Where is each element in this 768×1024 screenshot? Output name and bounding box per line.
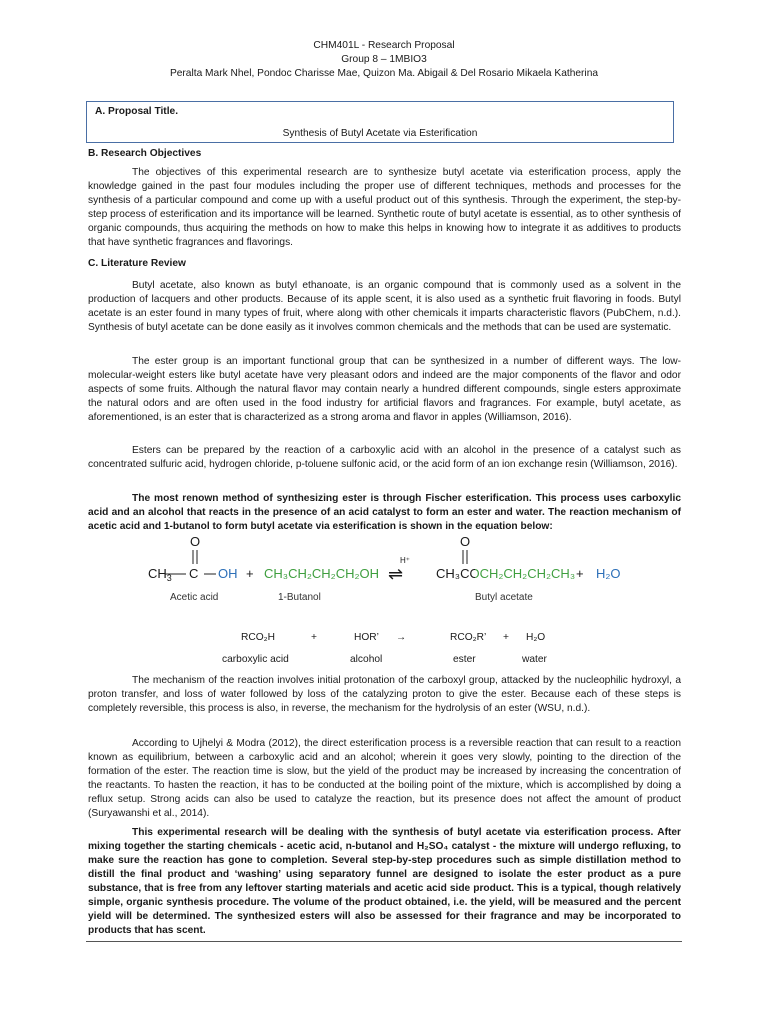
footer-divider (86, 941, 682, 942)
review-paragraph-7 (88, 826, 681, 938)
label-alcohol: alcohol (350, 654, 383, 665)
review-paragraph-5: The mechanism of the reaction involves initial protonation of the carboxyl group, attacked by the nucleophilic hydroxyl, a proton transfer, and loss of water followed by loss of the catalyzing proton to give the ester. Because each of these steps is completely reversible, this process is also, in reverse, the mechanism for the hydrolysis of an ester (WSU, n.d.). (88, 675, 681, 714)
butyl-acetate-formula (436, 566, 575, 581)
equation-plus-2: + (503, 632, 509, 643)
review-paragraph-1: Butyl acetate, also known as butyl ethanoate, is an organic compound that is commonly used as a solvent in the production of lacquers and other products. Because of its apple scent, it is also used as a synthetic fruit flavoring in foods. Butyl acetate is an ester found in many types of fruit, where along with other chemicals it imparts characteristic flavors (PubChem, n.d.). Synthesis of butyl acetate can be done easily as it involves common chemicals and the methods that can be used are systematic. (88, 280, 681, 333)
plus-sign-2: + (576, 566, 584, 581)
butyl-acetate-caption: Butyl acetate (475, 592, 533, 603)
label-ester: ester (453, 654, 476, 665)
water-formula: H₂O (596, 566, 621, 581)
acid-catalyst: H⁺ (400, 556, 410, 565)
review-paragraph-6: According to Ujhelyi & Modra (2012), the direct esterification process is a reversible reaction that can result to a reaction known as equilibrium, between a carboxylic acid and an alcohol; wherein it goes very slowly, pointing to the direction of the formation of the ester. The reaction time is slow, but the yield of the product may be increased by increasing the concentration of the reactants. To hasten the reaction, it has to be conducted at the boiling point of the mixture, which is accomplished by doing a reflux setup. Strong acids can also be used to catalyze the reaction, but its presence does not affect the amount of product (Suryawanshi et al., 2014). (88, 738, 681, 819)
equation-water: H₂O (526, 632, 546, 643)
esterification-reaction-diagram (118, 534, 658, 608)
methyl-subscript: 3 (166, 573, 172, 583)
review-paragraph-2: The ester group is an important functional group that can be synthesized in a number of different ways. The low-molecular-weight esters like butyl acetate have very pleasant odors and indeed are the major components of the flavor and odor aspects of some fruits. Although the natural flavor may contain nearly a hundred different compounds, single esters approximate the natural odors and are often used in the food industry for artificial flavors and fragrances. For example, butyl acetate, as aforementioned, is an ester that is characterized as a strong aroma and flavor in apples (Williamson, 2016). (88, 356, 681, 423)
methyl-group (148, 566, 172, 583)
proposal-title: Synthesis of Butyl Acetate via Esterification (282, 128, 478, 139)
acetic-acid-caption: Acetic acid (170, 592, 219, 603)
equilibrium-arrow: ⇌ (388, 564, 404, 584)
equation-acid: RCO₂H (241, 632, 275, 643)
carbonyl-oxygen-2: O (460, 534, 471, 549)
proposal-title-box (86, 101, 674, 143)
review-paragraph-4 (88, 492, 681, 534)
label-water: water (522, 654, 547, 665)
review-paragraph-4-text: The most renown method of synthesizing ester is through Fischer esterification. This process uses carboxylic acid and an alcohol that reacts in the presence of an acid catalyst to form an ester and water. The reaction mechanism of acetic acid and 1-butanol to form butyl acetate via esterification is shown in the equation below: (88, 493, 681, 532)
equation-alcohol: HOR’ (354, 632, 379, 643)
methyl-ch: CH (148, 566, 167, 581)
review-paragraph-3: Esters can be prepared by the reaction of a carboxylic acid with an alcohol in the presence of a catalyst such as concentrated sulfuric acid, hydrogen chloride, p-toluene sulfonic acid, or the acid form of an ion exchange resin (Williamson, 2016). (88, 445, 681, 470)
butanol-formula: CH₃CH₂CH₂CH₂OH (264, 566, 380, 581)
plus-sign-1: + (246, 566, 254, 581)
document-header (0, 39, 768, 81)
equation-ester: RCO₂R’ (450, 632, 487, 643)
butanol-caption: 1-Butanol (278, 592, 321, 603)
butyl-acetate-formula-text: CH₃COCH₂CH₂CH₂CH₃ (436, 566, 576, 581)
label-carboxylic-acid: carboxylic acid (222, 654, 289, 665)
course-title: CHM401L - Research Proposal (313, 40, 455, 51)
proposal-title-label: A. Proposal Title. (95, 106, 179, 117)
literature-review-heading: C. Literature Review (88, 258, 186, 269)
authors: Peralta Mark Nhel, Pondoc Charisse Mae, Quizon Ma. Abigail & Del Rosario Mikaela Katherina (169, 68, 599, 79)
hydroxyl-group: OH (218, 566, 238, 581)
equation-arrow: → (396, 632, 407, 643)
carbonyl-oxygen-1: O (190, 534, 201, 549)
objectives-heading: B. Research Objectives (88, 148, 202, 159)
objectives-paragraph: The objectives of this experimental research are to synthesize butyl acetate via esterification process, apply the knowledge gained in the past four modules including the proper use of different techniques, methods and processes for the synthesis of a particular compound and come up with a useful product out of this synthesis. Through the experiment, the step-by-step process of esterification and its importance will be learned. Synthetic route of butyl acetate is essential, as to other synthesis of organic compounds, thus acquiring the methods on how to make this helps in knowing how to integrate it as additives to products that have synthetic fragrances and flavorings. (88, 167, 681, 248)
carbonyl-carbon: C (189, 566, 199, 581)
group-name: Group 8 – 1MBIO3 (341, 54, 427, 65)
equation-plus-1: + (311, 632, 317, 643)
review-paragraph-7-text: This experimental research will be dealing with the synthesis of butyl acetate via esterification process. After mixing together the starting chemicals - acetic acid, n-butanol and H₂SO₄ catalyst - the mixture will undergo refluxing, to make sure the reaction has gone to completion. Several step-by-step procedures such as simple distillation method to distill the final product and ‘washing’ using separatory funnel are designed to isolate the ester product as a pure substance, that is free from any leftover starting materials and acetic acid side product. This is a typical, though relatively simple, organic synthesis procedure. The volume of the product obtained, i.e. the yield, will be measured and the percent yield will be determined. The synthesized esters will also be assessed for their fragrance and may be incorporated to products that has scent. (88, 827, 681, 936)
